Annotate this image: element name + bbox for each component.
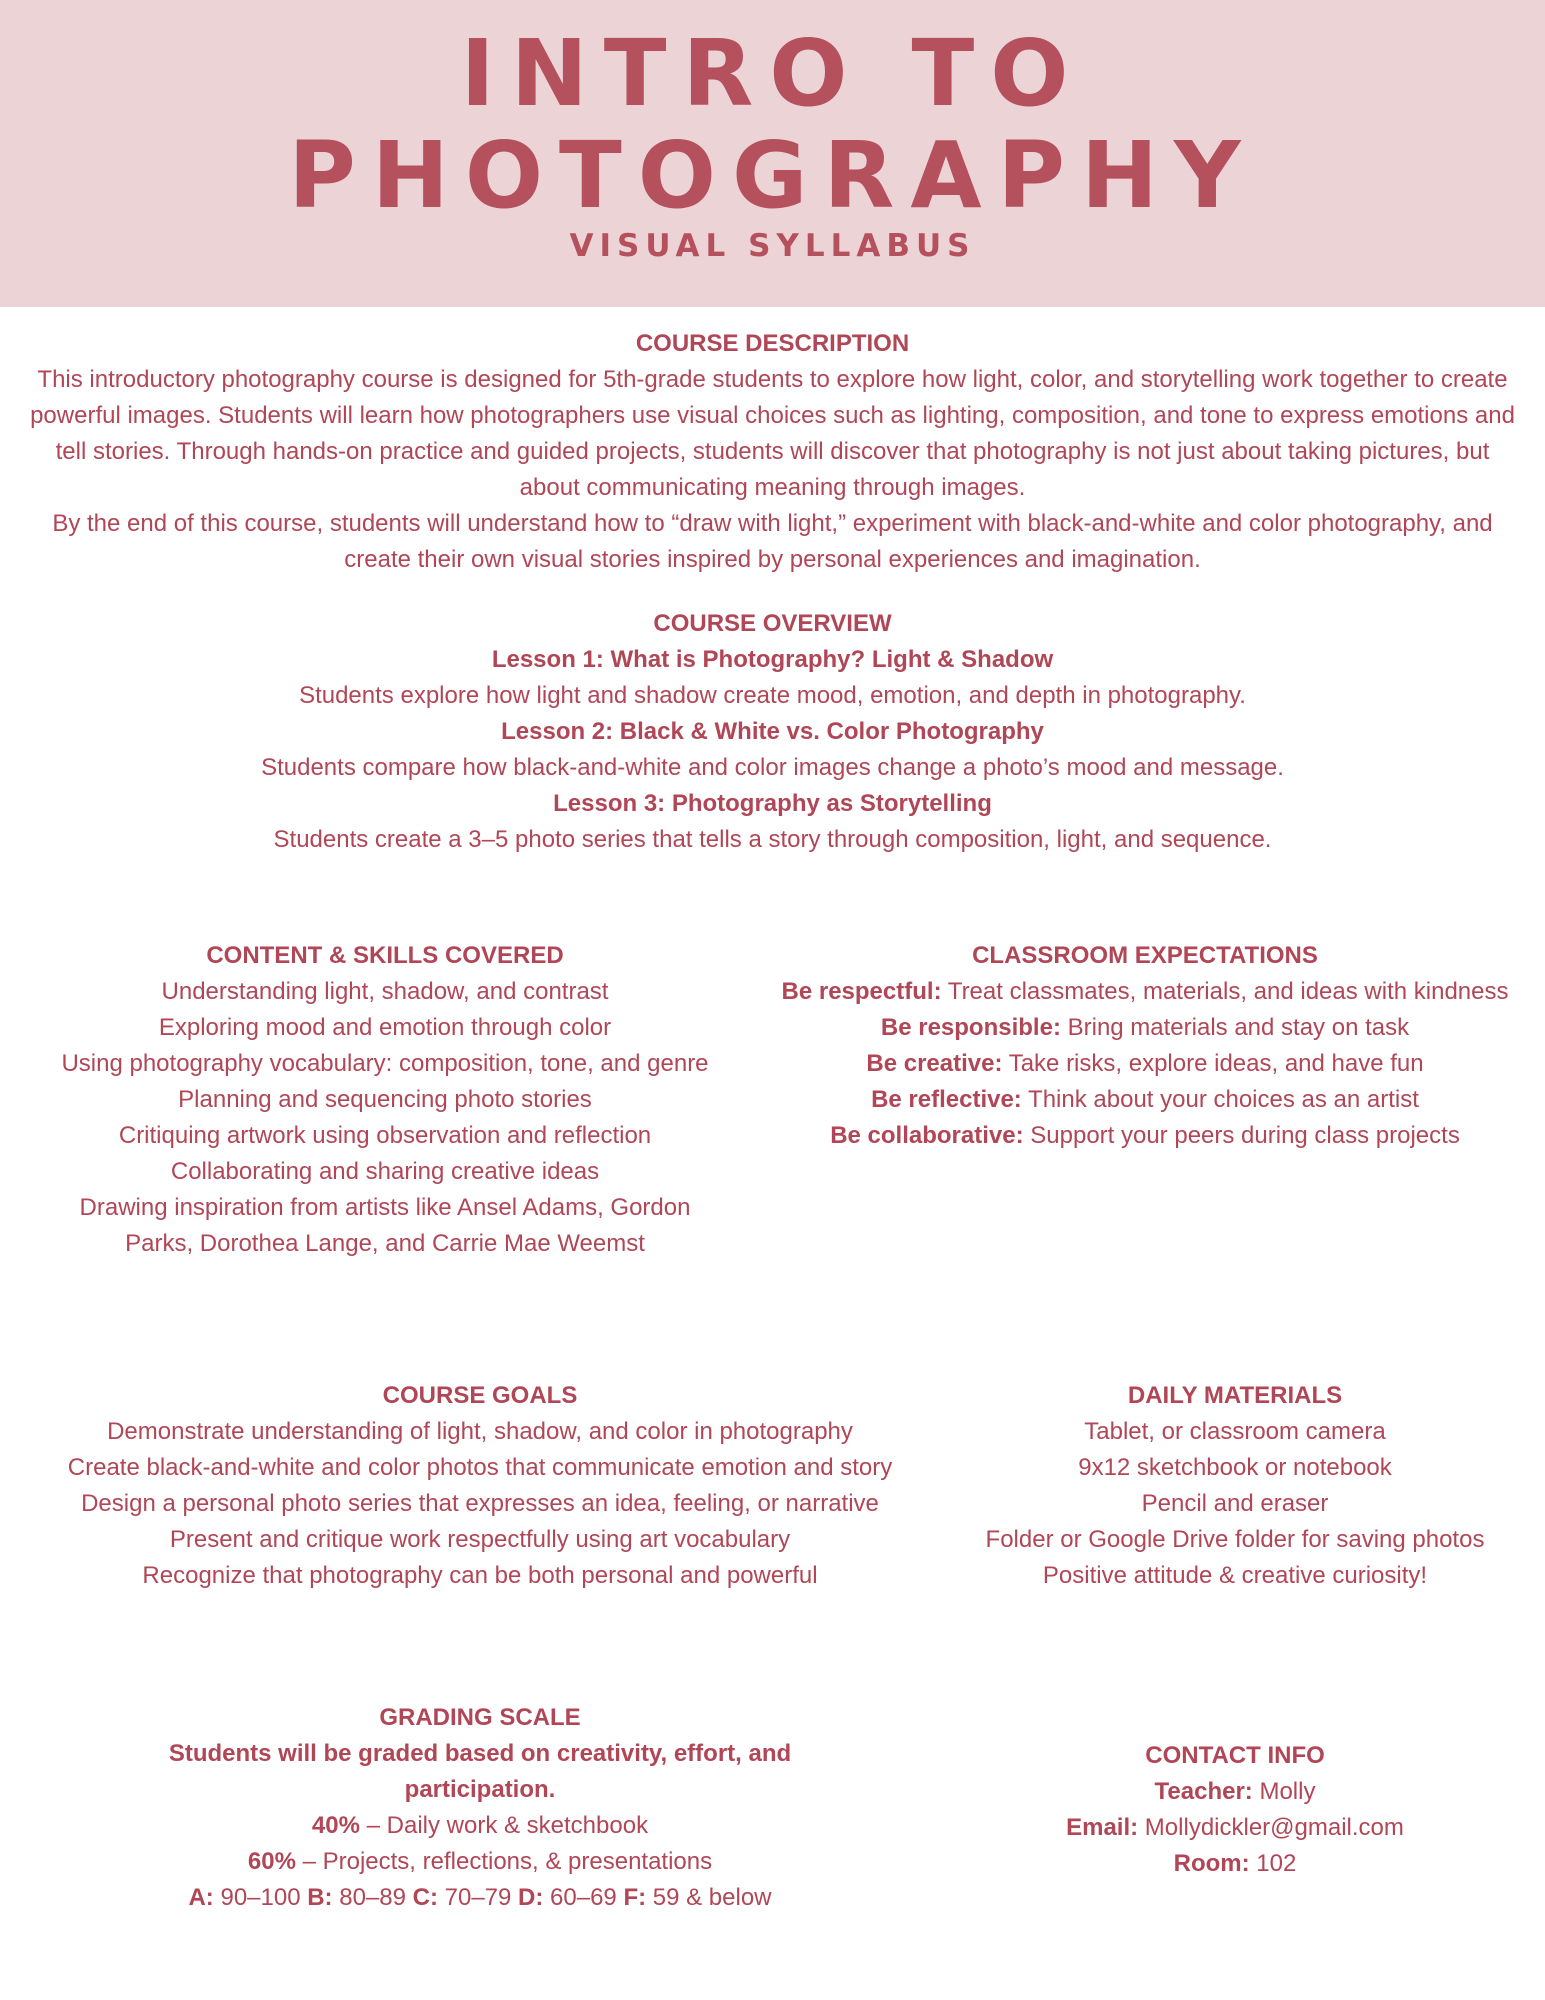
- list-item: Using photography vocabulary: composition, tone, and genre: [61, 1050, 709, 1077]
- list-item: Be creative: Take risks, explore ideas, and have fun: [866, 1050, 1424, 1077]
- section-heading: COURSE DESCRIPTION: [635, 330, 910, 357]
- contact-email[interactable]: Email: Mollydickler@gmail.com: [1066, 1814, 1404, 1841]
- list-item: Critiquing artwork using observation and reflection: [118, 1122, 652, 1149]
- grading-weight: 40% – Daily work & sketchbook: [311, 1812, 649, 1839]
- section-heading: GRADING SCALE: [379, 1704, 581, 1731]
- title-line-2: PHOTOGRAPHY: [288, 122, 1257, 229]
- lesson-title: Lesson 3: Photography as Storytelling: [553, 790, 992, 817]
- course-overview: [30, 606, 1515, 858]
- title-line-1: INTRO TO: [460, 20, 1085, 127]
- list-item: Drawing inspiration from artists like Ansel Adams, Gordon: [79, 1194, 691, 1221]
- list-item: Understanding light, shadow, and contrast: [161, 978, 609, 1005]
- description-paragraph: This introductory photography course is designed for 5th-grade students to explore how light, color, and storytelling work together to create powerful images. Students will learn how photographers use visual choices such as lighting, composition, and tone to express emotions and tell stories. Through hands-on practice and guided projects, students will discover that photography is not just about taking pictures, but about communicating meaning through images.: [30, 366, 1515, 501]
- list-item: Be collaborative: Support your peers during class projects: [830, 1122, 1460, 1149]
- lesson-text: Students create a 3–5 photo series that tells a story through composition, light, and sequence.: [273, 826, 1272, 853]
- list-item: Positive attitude & creative curiosity!: [1042, 1562, 1428, 1589]
- section-heading: DAILY MATERIALS: [1127, 1382, 1343, 1409]
- list-item: 9x12 sketchbook or notebook: [1078, 1454, 1392, 1481]
- list-item: Present and critique work respectfully using art vocabulary: [169, 1526, 791, 1553]
- grade-scale: A: 90–100 B: 80–89 C: 70–79 D: 60–69 F: 59 & below: [188, 1884, 772, 1911]
- list-item: Collaborating and sharing creative ideas: [170, 1158, 600, 1185]
- list-item: Exploring mood and emotion through color: [158, 1014, 612, 1041]
- section-heading: CONTENT & SKILLS COVERED: [206, 942, 564, 969]
- list-item: Recognize that photography can be both personal and powerful: [142, 1562, 818, 1589]
- list-item: Create black-and-white and color photos that communicate emotion and story: [67, 1454, 893, 1481]
- section-heading: COURSE GOALS: [382, 1382, 578, 1409]
- course-goals: [10, 1378, 950, 1594]
- lesson-title: Lesson 2: Black & White vs. Color Photography: [501, 718, 1044, 745]
- list-item: Pencil and eraser: [1141, 1490, 1329, 1517]
- course-description: [30, 326, 1515, 578]
- grading-intro: participation.: [404, 1776, 556, 1803]
- list-item: Be reflective: Think about your choices as an artist: [871, 1086, 1419, 1113]
- list-item: Be responsible: Bring materials and stay on task: [880, 1014, 1410, 1041]
- section-heading: COURSE OVERVIEW: [653, 610, 892, 637]
- list-item: Folder or Google Drive folder for saving photos: [985, 1526, 1485, 1553]
- lesson-text: Students compare how black-and-white and color images change a photo’s mood and message.: [261, 754, 1284, 781]
- subtitle: VISUAL SYLLABUS: [569, 228, 976, 264]
- list-item: Planning and sequencing photo stories: [178, 1086, 592, 1113]
- list-item: Design a personal photo series that expresses an idea, feeling, or narrative: [81, 1490, 879, 1517]
- grading-weight: 60% – Projects, reflections, & presentations: [247, 1848, 713, 1875]
- contact-room: Room: 102: [1173, 1850, 1297, 1877]
- header-banner: [0, 0, 1545, 307]
- contact-teacher: Teacher: Molly: [1154, 1778, 1316, 1805]
- section-heading: CONTACT INFO: [1145, 1742, 1325, 1769]
- list-item: Parks, Dorothea Lange, and Carrie Mae Weemst: [125, 1230, 645, 1257]
- contact-info: [960, 1738, 1510, 1882]
- list-item: Tablet, or classroom camera: [1084, 1418, 1386, 1445]
- daily-materials: [950, 1378, 1520, 1594]
- lesson-text: Students explore how light and shadow create mood, emotion, and depth in photography.: [299, 682, 1246, 709]
- grading-scale: [100, 1700, 860, 1916]
- classroom-expectations: [760, 938, 1530, 1154]
- grading-intro: Students will be graded based on creativity, effort, and: [168, 1740, 792, 1767]
- list-item: Demonstrate understanding of light, shadow, and color in photography: [107, 1418, 853, 1445]
- section-heading: CLASSROOM EXPECTATIONS: [972, 942, 1318, 969]
- description-paragraph: By the end of this course, students will understand how to “draw with light,” experiment with black-and-white and color photography, and create their own visual stories inspired by personal experiences and imagination.: [52, 510, 1493, 573]
- lesson-title: Lesson 1: What is Photography? Light & Shadow: [491, 646, 1054, 673]
- content-skills: [20, 938, 750, 1262]
- list-item: Be respectful: Treat classmates, materials, and ideas with kindness: [781, 978, 1509, 1005]
